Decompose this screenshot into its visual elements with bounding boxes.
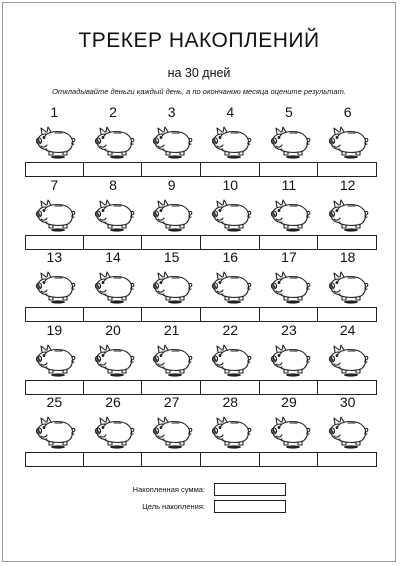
day-number: 24: [339, 321, 356, 338]
day-amount-field[interactable]: [25, 307, 84, 322]
day-amount-field[interactable]: [25, 162, 84, 177]
piggy-bank-icon: [209, 412, 253, 452]
piggy-bank-icon: [150, 195, 194, 235]
day-cell: [260, 322, 319, 395]
piggy-bank-icon: [326, 412, 370, 452]
piggy-bank-icon: [209, 340, 253, 380]
day-number: 21: [163, 321, 180, 338]
day-number: 18: [339, 249, 356, 265]
day-cell: [318, 394, 377, 467]
day-number: 14: [105, 249, 121, 265]
day-number: 17: [281, 249, 297, 265]
day-number: 1: [50, 104, 59, 120]
piggy-bank-icon: [150, 122, 194, 162]
day-number: 26: [105, 394, 121, 410]
piggy-bank-icon: [209, 195, 253, 235]
piggy-bank-icon: [268, 340, 312, 380]
day-amount-field[interactable]: [142, 452, 201, 467]
day-number: 30: [339, 394, 356, 410]
piggy-bank-icon: [209, 122, 253, 162]
day-amount-field[interactable]: [201, 235, 260, 250]
piggy-bank-icon: [326, 267, 370, 307]
day-number: 3: [167, 104, 176, 120]
day-number: 25: [46, 394, 63, 410]
day-amount-field[interactable]: [25, 235, 84, 250]
day-amount-field[interactable]: [318, 162, 377, 177]
instructions-text: Откладывайте деньги каждый день, а по окончанию месяца оцените результат.: [52, 87, 346, 96]
day-number: 2: [109, 104, 117, 120]
day-number: 15: [163, 249, 180, 265]
saved-amount-label: Накопленная сумма:: [132, 485, 205, 494]
day-cell: [260, 249, 319, 322]
savings-goal-field[interactable]: [214, 500, 286, 513]
day-cell: [142, 104, 201, 177]
day-cell: [25, 249, 84, 322]
piggy-bank-icon: [92, 122, 136, 162]
piggy-bank-icon: [33, 122, 77, 162]
piggy-bank-icon: [150, 340, 194, 380]
saved-amount-row: [3, 483, 395, 497]
day-cell: [142, 394, 201, 467]
day-amount-field[interactable]: [142, 162, 201, 177]
day-number: 23: [281, 321, 297, 338]
piggy-bank-icon: [326, 122, 370, 162]
day-cell: [260, 177, 319, 250]
day-number: 19: [46, 321, 63, 338]
day-amount-field[interactable]: [318, 380, 377, 395]
day-cell: [260, 104, 319, 177]
day-amount-field[interactable]: [260, 307, 319, 322]
page-subtitle: на 30 дней: [167, 66, 231, 80]
day-cell: [142, 177, 201, 250]
savings-goal-row: [3, 500, 395, 514]
day-amount-field[interactable]: [318, 307, 377, 322]
day-amount-field[interactable]: [142, 235, 201, 250]
piggy-bank-icon: [92, 340, 136, 380]
day-number: 6: [343, 104, 352, 120]
day-cell: [201, 177, 260, 250]
day-cell: [84, 322, 143, 395]
day-number: 29: [281, 394, 297, 410]
day-amount-field[interactable]: [318, 235, 377, 250]
day-cell: [201, 104, 260, 177]
piggy-bank-icon: [268, 267, 312, 307]
day-amount-field[interactable]: [84, 380, 143, 395]
day-cell: [142, 249, 201, 322]
day-amount-field[interactable]: [201, 307, 260, 322]
day-amount-field[interactable]: [142, 307, 201, 322]
piggy-bank-icon: [92, 195, 136, 235]
piggy-bank-icon: [33, 412, 77, 452]
day-amount-field[interactable]: [201, 452, 260, 467]
day-amount-field[interactable]: [201, 162, 260, 177]
day-amount-field[interactable]: [84, 162, 143, 177]
piggy-bank-icon: [268, 122, 312, 162]
day-number: 12: [339, 176, 356, 193]
piggy-bank-icon: [33, 195, 77, 235]
piggy-bank-icon: [268, 195, 312, 235]
day-cell: [201, 249, 260, 322]
page-title: ТРЕКЕР НАКОПЛЕНИЙ: [78, 29, 320, 52]
day-cell: [25, 177, 84, 250]
tracker-sheet: [2, 2, 396, 562]
day-number: 11: [281, 176, 297, 193]
day-amount-field[interactable]: [25, 452, 84, 467]
day-cell: [25, 394, 84, 467]
day-cell: [201, 394, 260, 467]
day-amount-field[interactable]: [84, 235, 143, 250]
day-amount-field[interactable]: [142, 380, 201, 395]
day-amount-field[interactable]: [260, 162, 319, 177]
day-number: 13: [46, 249, 63, 265]
day-number: 4: [226, 104, 235, 120]
piggy-bank-icon: [33, 267, 77, 307]
day-cell: [201, 322, 260, 395]
piggy-bank-icon: [150, 412, 194, 452]
day-number: 20: [105, 321, 121, 338]
day-number: 16: [222, 249, 239, 265]
day-amount-field[interactable]: [84, 452, 143, 467]
piggy-bank-icon: [326, 195, 370, 235]
day-cell: [260, 394, 319, 467]
piggy-bank-icon: [326, 340, 370, 380]
savings-goal-label: Цель накопления:: [142, 502, 205, 511]
day-number: 28: [222, 394, 239, 410]
day-number: 9: [167, 176, 176, 193]
days-grid: [25, 104, 377, 467]
day-cell: [84, 394, 143, 467]
day-number: 5: [285, 104, 293, 120]
piggy-bank-icon: [33, 340, 77, 380]
day-cell: [142, 322, 201, 395]
day-number: 10: [222, 176, 239, 193]
day-number: 8: [109, 176, 117, 193]
piggy-bank-icon: [92, 412, 136, 452]
day-number: 27: [163, 394, 180, 410]
day-amount-field[interactable]: [25, 380, 84, 395]
piggy-bank-icon: [150, 267, 194, 307]
piggy-bank-icon: [92, 267, 136, 307]
piggy-bank-icon: [209, 267, 253, 307]
day-amount-field[interactable]: [318, 452, 377, 467]
day-cell: [84, 104, 143, 177]
day-amount-field[interactable]: [260, 452, 319, 467]
day-cell: [84, 249, 143, 322]
day-cell: [84, 177, 143, 250]
saved-amount-field[interactable]: [214, 483, 286, 496]
day-cell: [25, 104, 84, 177]
day-cell: [318, 177, 377, 250]
day-cell: [25, 322, 84, 395]
day-cell: [318, 249, 377, 322]
day-amount-field[interactable]: [201, 380, 260, 395]
day-amount-field[interactable]: [84, 307, 143, 322]
day-amount-field[interactable]: [260, 380, 319, 395]
day-cell: [318, 104, 377, 177]
day-amount-field[interactable]: [260, 235, 319, 250]
day-cell: [318, 322, 377, 395]
piggy-bank-icon: [268, 412, 312, 452]
day-number: 7: [50, 176, 59, 193]
day-number: 22: [222, 321, 239, 338]
